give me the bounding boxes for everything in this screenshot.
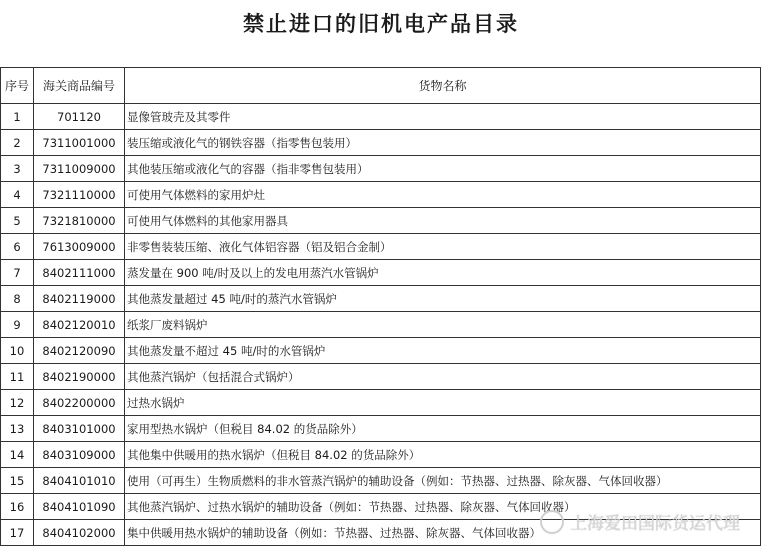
row-code: 8402119000 — [34, 286, 125, 312]
row-code: 8404101090 — [34, 494, 125, 520]
table-row — [1, 416, 761, 442]
row-code: 7321810000 — [34, 208, 125, 234]
row-goods-name: 集中供暖用热水锅炉的辅助设备（例如：节热器、过热器、除灰器、气体回收器） — [125, 520, 761, 546]
watermark-text: 上海爱田国际货运代理 — [570, 514, 740, 534]
row-index: 7 — [1, 260, 34, 286]
row-index: 2 — [1, 130, 34, 156]
row-goods-name: 其他蒸汽锅炉、过热水锅炉的辅助设备（例如：节热器、过热器、除灰器、气体回收器） — [125, 494, 761, 520]
watermark — [540, 509, 740, 534]
row-code: 8402190000 — [34, 364, 125, 390]
table-row — [1, 286, 761, 312]
row-code: 8402120090 — [34, 338, 125, 364]
row-code: 7321110000 — [34, 182, 125, 208]
row-index: 4 — [1, 182, 34, 208]
row-code: 8402200000 — [34, 390, 125, 416]
row-index: 15 — [1, 468, 34, 494]
row-index: 3 — [1, 156, 34, 182]
row-goods-name: 使用（可再生）生物质燃料的非水管蒸汽锅炉的辅助设备（例如：节热器、过热器、除灰器、气体回收器） — [125, 468, 761, 494]
table-row — [1, 364, 761, 390]
row-code: 8404102000 — [34, 520, 125, 546]
row-goods-name: 过热水锅炉 — [125, 390, 761, 416]
row-goods-name: 其他蒸汽锅炉（包括混合式锅炉） — [125, 364, 761, 390]
table-row — [1, 130, 761, 156]
row-index: 14 — [1, 442, 34, 468]
row-goods-name: 其他蒸发量超过 45 吨/时的蒸汽水管锅炉 — [125, 286, 761, 312]
row-goods-name: 蒸发量在 900 吨/时及以上的发电用蒸汽水管锅炉 — [125, 260, 761, 286]
row-goods-name: 显像管玻壳及其零件 — [125, 104, 761, 130]
table-row — [1, 104, 761, 130]
document-title: 禁止进口的旧机电产品目录 — [243, 11, 519, 36]
column-header-code: 海关商品编号 — [34, 68, 125, 104]
row-goods-name: 可使用气体燃料的其他家用器具 — [125, 208, 761, 234]
table-row — [1, 390, 761, 416]
row-goods-name: 其他蒸发量不超过 45 吨/时的水管锅炉 — [125, 338, 761, 364]
row-index: 11 — [1, 364, 34, 390]
table-row — [1, 208, 761, 234]
row-goods-name: 可使用气体燃料的家用炉灶 — [125, 182, 761, 208]
row-code: 7613009000 — [34, 234, 125, 260]
table-row — [1, 312, 761, 338]
row-index: 10 — [1, 338, 34, 364]
row-index: 13 — [1, 416, 34, 442]
row-index: 1 — [1, 104, 34, 130]
column-header-index: 序号 — [1, 68, 34, 104]
row-goods-name: 非零售装装压缩、液化气体铝容器（铝及铝合金制） — [125, 234, 761, 260]
row-code: 701120 — [34, 104, 125, 130]
table-row — [1, 156, 761, 182]
row-goods-name: 纸浆厂废料锅炉 — [125, 312, 761, 338]
row-goods-name: 装压缩或液化气的钢铁容器（指零售包装用） — [125, 130, 761, 156]
row-goods-name: 家用型热水锅炉（但税目 84.02 的货品除外） — [125, 416, 761, 442]
table-row — [1, 260, 761, 286]
table-header-row — [1, 68, 761, 104]
row-goods-name: 其他集中供暖用的热水锅炉（但税目 84.02 的货品除外） — [125, 442, 761, 468]
row-index: 16 — [1, 494, 34, 520]
row-code: 8402120010 — [34, 312, 125, 338]
table-row — [1, 182, 761, 208]
wechat-logo-icon — [540, 510, 564, 534]
product-table — [0, 67, 761, 546]
row-code: 8403109000 — [34, 442, 125, 468]
table-row — [1, 468, 761, 494]
row-index: 12 — [1, 390, 34, 416]
row-code: 8404101010 — [34, 468, 125, 494]
table-row — [1, 234, 761, 260]
table-row — [1, 442, 761, 468]
row-index: 8 — [1, 286, 34, 312]
row-code: 7311001000 — [34, 130, 125, 156]
row-code: 8402111000 — [34, 260, 125, 286]
row-goods-name: 其他装压缩或液化气的容器（指非零售包装用） — [125, 156, 761, 182]
row-code: 7311009000 — [34, 156, 125, 182]
row-index: 17 — [1, 520, 34, 546]
row-index: 6 — [1, 234, 34, 260]
row-index: 9 — [1, 312, 34, 338]
table-row — [1, 338, 761, 364]
column-header-goods-name: 货物名称 — [125, 68, 761, 104]
row-index: 5 — [1, 208, 34, 234]
row-code: 8403101000 — [34, 416, 125, 442]
